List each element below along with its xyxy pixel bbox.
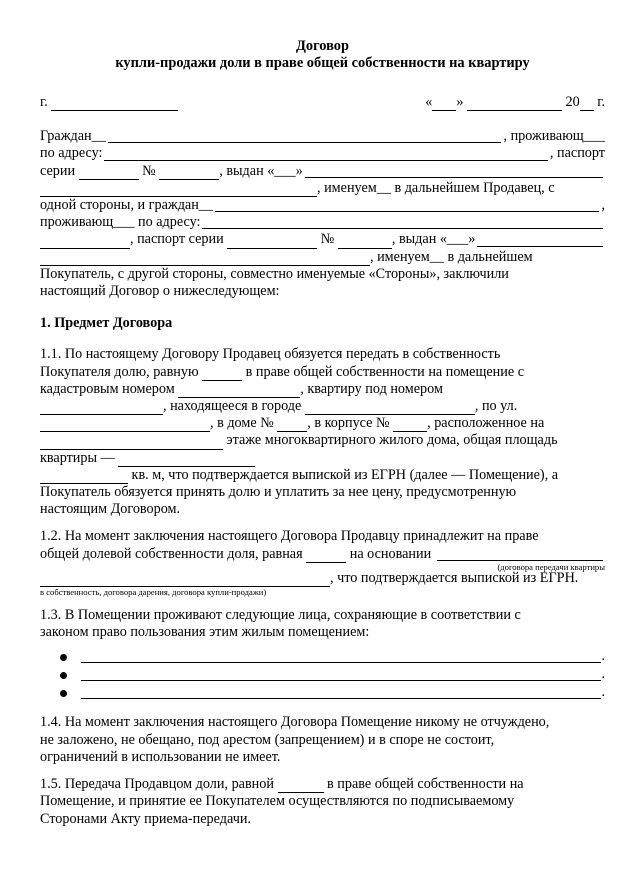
clause-1-3: 1.3. В Помещении проживают следующие лица, сохраняющие в соответствии с законом право пользования этим жилым помещением: . . . (40, 607, 605, 701)
parties-paragraph: Граждан__ , проживающ___ по адресу: , паспорт серии № , выдан «___» , именуем__ в дальнейшем Продавец, с одной стороны, и граждан__ , проживающ___ по адресу: , паспорт серии № , выдан «___» , именуем__ в дальнейшем Покупатель, с другой стороны, совместно именуемые «Стороны», заключили настоящий Договор о нижеследующем: (40, 128, 605, 300)
section-1-title: 1. Предмет Договора (40, 315, 173, 332)
clause-1-5: 1.5. Передача Продавцом доли, равной в праве общей собственности на Помещение, и принятие ее Покупателем осуществляются по подписываемому Сторонами Акту приема-передачи. (40, 776, 524, 827)
clause-1-1: 1.1. По настоящему Договору Продавец обязуется передать в собственность Покупателя долю, равную в праве общей собственности на помещение с кадастровым номером , квартиру под номером , находящееся в городе , по ул. , в доме № , в корпусе № , расположенное на этаже многоквартирного жилого дома, общая площадь квартиры — кв. м, что подтверждается выпиской из ЕГРН (далее — Помещение), а Покупатель обязуется принять долю и уплатить за нее цену, предусмотренную настоящим Договором. (40, 346, 559, 518)
clause-1-4: 1.4. На момент заключения настоящего Договора Помещение никому не отчуждено, не заложено, не обещано, под арестом (запрещением) и в споре не состоит, ограничений в использовании не имеет. (40, 714, 550, 765)
contract-document (40, 38, 605, 828)
list-item[interactable]: . (40, 647, 605, 665)
year-blank[interactable] (580, 97, 594, 111)
clause-1-2: 1.2. На момент заключения настоящего Договора Продавцу принадлежит на праве общей долевой собственности доля, равная на основании (договора передачи квартиры , что подтверждается выпиской из ЕГРН. в собственность, договора дарения, договора купли-продажи) (40, 528, 605, 598)
month-blank[interactable] (467, 97, 562, 111)
list-item[interactable]: . (40, 683, 605, 701)
residents-list (40, 647, 605, 701)
city-date-line: г. « » 20 г. (40, 94, 605, 110)
list-item[interactable]: . (40, 665, 605, 683)
doc-title: Договор (296, 38, 349, 54)
day-blank[interactable] (432, 97, 456, 111)
city-blank[interactable] (51, 97, 178, 111)
doc-subtitle: купли-продажи доли в праве общей собственности на квартиру (115, 55, 530, 71)
